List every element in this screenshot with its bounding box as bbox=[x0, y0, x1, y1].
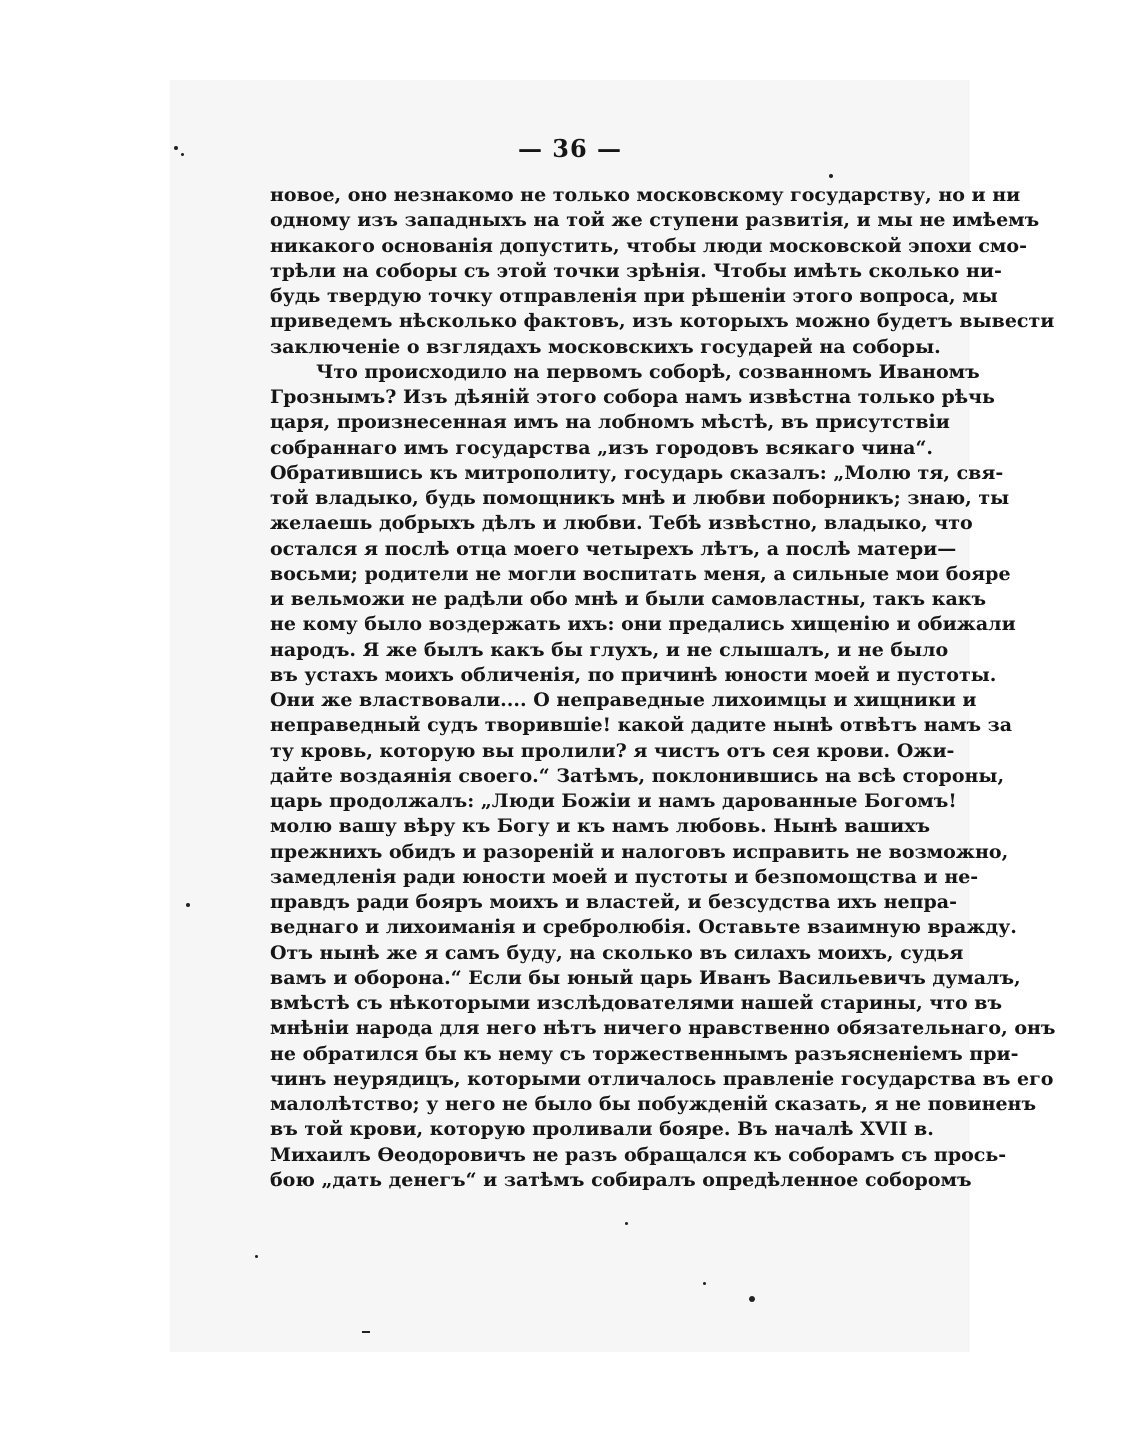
text-line: трѣли на соборы съ этой точки зрѣнія. Чтобы имѣть сколько ни- bbox=[270, 259, 1002, 282]
text-line: въ той крови, которую проливали бояре. Въ началѣ XVII в. bbox=[270, 1118, 934, 1141]
text-line: одному изъ западныхъ на той же ступени развитія, и мы не имѣемъ bbox=[270, 209, 1040, 232]
text-line: заключеніе о взглядахъ московскихъ государей на соборы. bbox=[270, 335, 941, 358]
text-line: царь продолжалъ: „Люди Божіи и намъ дарованные Богомъ! bbox=[270, 790, 957, 812]
text-line: прежнихъ обидъ и разореній и налоговъ исправить не возможно, bbox=[270, 840, 1009, 863]
scan-speck bbox=[255, 1255, 258, 1258]
text-line: замедленія ради юности моей и пустоты и безпомощства и не- bbox=[270, 865, 979, 888]
text-line: бою „дать денегъ“ и затѣмъ собиралъ опредѣленное соборомъ bbox=[270, 1168, 972, 1191]
text-line: правдъ ради бояръ моихъ и властей, и безсудства ихъ непра- bbox=[270, 891, 957, 913]
text-line: собраннаго имъ государства „изъ городовъ всякаго чина“. bbox=[270, 436, 933, 459]
body-text bbox=[270, 183, 1056, 1193]
scan-speck bbox=[181, 153, 184, 156]
text-line: царя, произнесенная имъ на лобномъ мѣстѣ, въ присутствіи bbox=[270, 411, 950, 434]
text-line: чинъ неурядицъ, которыми отличалось правленіе государства въ его bbox=[270, 1067, 1054, 1090]
text-line: малолѣтство; у него не было бы побужденій сказать, я не повиненъ bbox=[270, 1093, 1037, 1115]
text-line: народъ. Я же былъ какъ бы глухъ, и не слышалъ, и не было bbox=[270, 638, 949, 661]
text-line: въ устахъ моихъ обличенія, по причинѣ юности моей и пустоты. bbox=[270, 663, 997, 686]
text-line: неправедный судъ творившіе! какой дадите нынѣ отвѣтъ намъ за bbox=[270, 714, 1013, 737]
text-line: и вельможи не радѣли обо мнѣ и были самовластны, такъ какъ bbox=[270, 588, 987, 610]
scan-speck bbox=[174, 146, 178, 150]
text-line: остался я послѣ отца моего четырехъ лѣтъ, а послѣ матери— bbox=[270, 537, 957, 560]
text-line: вмѣстѣ съ нѣкоторыми изслѣдователями нашей старины, что въ bbox=[270, 992, 1003, 1014]
text-line: новое, оно незнакомо не только московскому государству, но и ни bbox=[270, 184, 1021, 206]
text-line: не кому было воздержать ихъ: они предались хищенію и обижали bbox=[270, 613, 1016, 636]
text-line: Отъ нынѣ же я самъ буду, на сколько въ силахъ моихъ, судья bbox=[270, 941, 964, 964]
text-line: дайте воздаянія своего.“ Затѣмъ, поклонившись на всѣ стороны, bbox=[270, 764, 1005, 787]
text-line: восьми; родители не могли воспитать меня, а сильные мои бояре bbox=[270, 562, 1011, 585]
scan-speck bbox=[625, 1222, 628, 1225]
text-line: Михаилъ Ѳеодоровичъ не разъ обращался къ соборамъ съ прось- bbox=[270, 1143, 1007, 1166]
scan-speck bbox=[703, 1282, 706, 1285]
text-line: будь твердую точку отправленія при рѣшеніи этого вопроса, мы bbox=[270, 285, 998, 307]
text-line: веднаго и лихоиманія и сребролюбія. Оставьте взаимную вражду. bbox=[270, 916, 1017, 939]
text-line: приведемъ нѣсколько фактовъ, изъ которыхъ можно будетъ вывести bbox=[270, 310, 1055, 333]
scan-speck bbox=[749, 1296, 755, 1302]
text-line: молю вашу вѣру къ Богу и къ намъ любовь. Нынѣ вашихъ bbox=[270, 815, 931, 838]
scan-speck bbox=[186, 903, 190, 907]
scan-speck bbox=[829, 174, 833, 178]
text-line: Обратившись къ митрополиту, государь сказалъ: „Молю тя, свя- bbox=[270, 461, 1004, 484]
text-line: мнѣніи народа для него нѣтъ ничего нравственно обязательнаго, онъ bbox=[270, 1017, 1056, 1040]
text-line: той владыко, будь помощникъ мнѣ и любви поборникъ; знаю, ты bbox=[270, 487, 1010, 509]
text-line: Они же властвовали.... О неправедные лихоимцы и хищники и bbox=[270, 689, 977, 711]
text-line: никакого основанія допустить, чтобы люди московской эпохи смо- bbox=[270, 234, 1027, 257]
text-line: не обратился бы къ нему съ торжественнымъ разъясненіемъ при- bbox=[270, 1042, 1019, 1065]
text-line: Грознымъ? Изъ дѣяній этого собора намъ извѣстна только рѣчь bbox=[270, 386, 995, 408]
text-line: ту кровь, которую вы пролили? я чистъ отъ сея крови. Ожи- bbox=[270, 739, 955, 762]
text-line: Что происходило на первомъ соборѣ, созванномъ Иваномъ bbox=[316, 360, 980, 383]
scan-speck bbox=[362, 1331, 370, 1333]
page-number: — 36 — bbox=[517, 134, 623, 163]
text-line: желаешь добрыхъ дѣлъ и любви. Тебѣ извѣстно, владыко, что bbox=[270, 512, 973, 535]
text-line: вамъ и оборона.“ Если бы юный царь Иванъ Васильевичъ думалъ, bbox=[270, 966, 1021, 989]
